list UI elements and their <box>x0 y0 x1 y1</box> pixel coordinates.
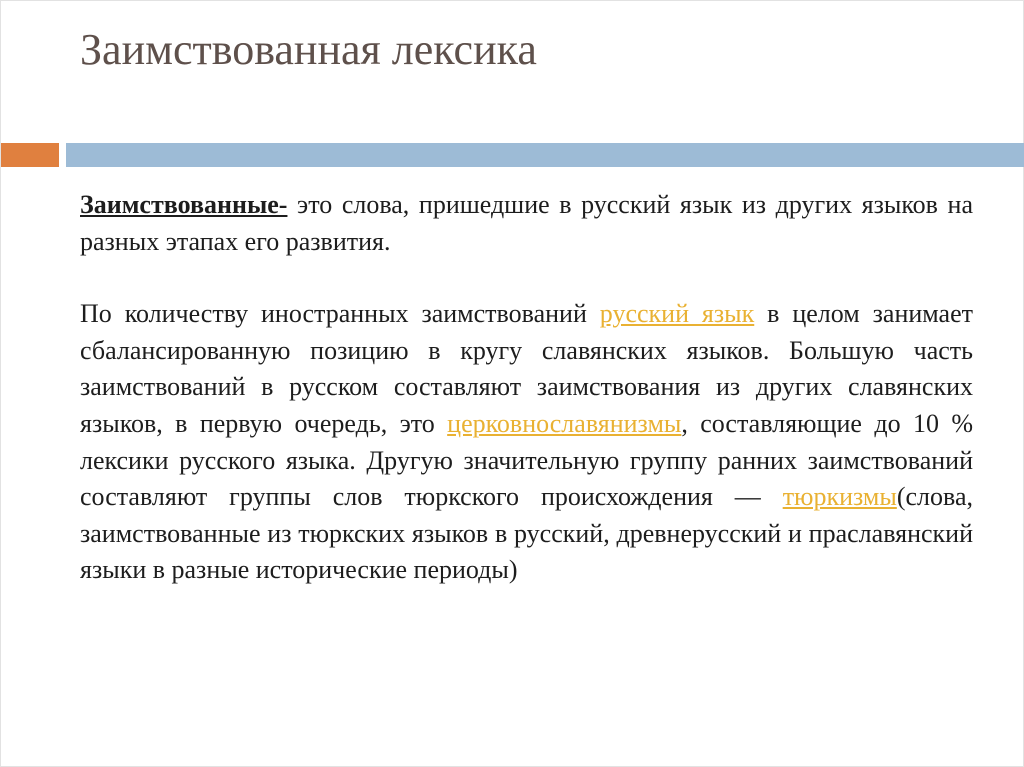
body-text-1: По количеству иностранных заимствований <box>80 299 600 329</box>
definition-text: это слова, пришедшие в русский язык из других языков на разных этапах его развития. <box>80 190 973 256</box>
body-paragraph <box>80 296 973 589</box>
definition-paragraph <box>80 187 973 260</box>
title-divider-bar <box>66 143 1024 167</box>
title-accent-bar <box>1 143 59 167</box>
turkisms-link[interactable]: тюркизмы <box>782 482 897 512</box>
slide-title: Заимствованная лексика <box>80 25 537 74</box>
body-text-2: в целом занимает сбалансированную позицию в кругу славянских языков. Большую часть заимствований в русском составляют заимствования из других славянских языков, в первую очередь, это <box>80 299 973 438</box>
definition-term: Заимствованные- <box>80 190 288 219</box>
slide-content <box>80 187 973 589</box>
russian-language-link[interactable]: русский язык <box>599 299 755 329</box>
church-slavonicisms-link[interactable]: церковнославянизмы <box>447 408 682 438</box>
body-text-3: , составляющие до 10 % лексики русского языка. Другую значительную группу ранних заимствований составляют группы слов тюркского происхождения — <box>80 408 973 512</box>
body-text-4: (слова, заимствованные из тюркских языков в русский, древнерусский и праславянский языки в разные исторические периоды) <box>80 482 973 585</box>
